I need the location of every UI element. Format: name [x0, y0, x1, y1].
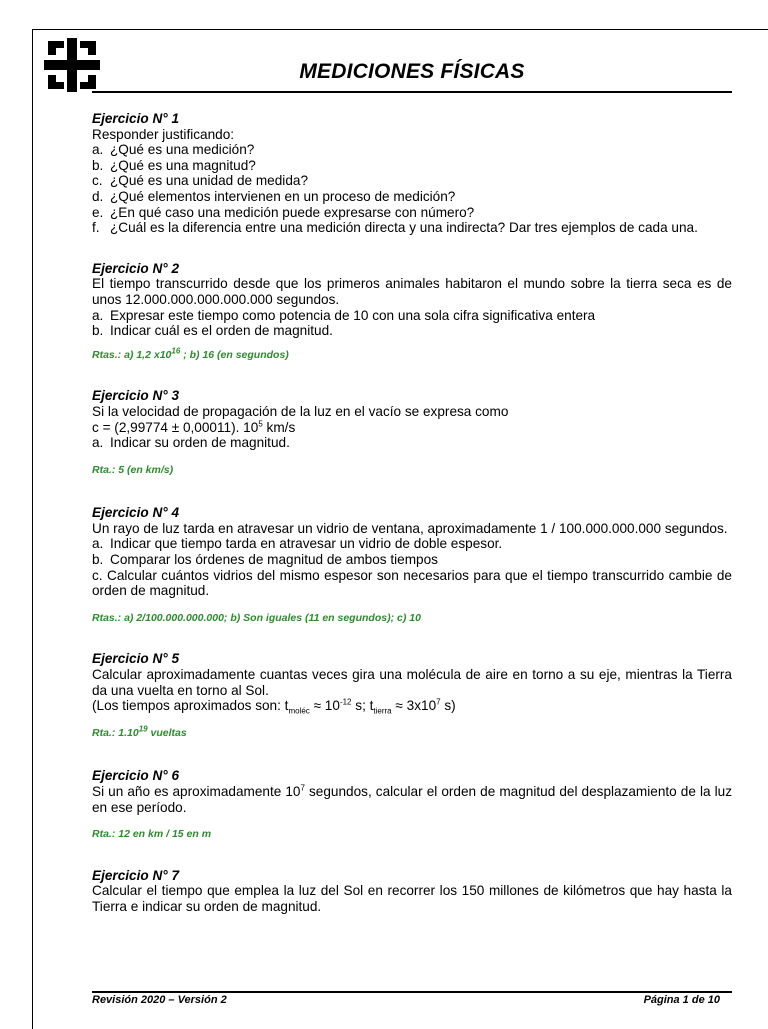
exercise-body: Si la velocidad de propagación de la luz en el vacío se expresa como [92, 403, 509, 419]
item-text: Comparar los órdenes de magnitud de ambos tiempos [110, 552, 438, 568]
item-label: d. [92, 188, 104, 204]
exercise-body: Un rayo de luz tarda en atravesar un vidrio de ventana, aproximadamente 1 / 100.000.000.000 segundos. [92, 520, 728, 536]
footer-page-number: Página 1 de 10 [643, 994, 720, 1006]
item-text: Indicar cuál es el orden de magnitud. [110, 323, 333, 339]
exercise-2 [92, 261, 732, 364]
page-title: MEDICIONES FÍSICAS [299, 60, 525, 83]
exercise-title: Ejercicio N° 5 [92, 651, 180, 667]
times-part: s; t [351, 698, 374, 714]
answer-text [92, 726, 732, 742]
item-text: Indicar su orden de magnitud. [110, 435, 290, 451]
exercise-times [92, 698, 732, 714]
exercise-body [92, 784, 732, 815]
exercise-body: Calcular el tiempo que emplea la luz del Sol en recorrer los 150 millones de kilómetros que hay hasta la Tierra e indicar su orden de magnitud. [92, 883, 732, 914]
answer-text: Rtas.: a) 2/100.000.000.000; b) Son iguales (11 en segundos); c) 10 [92, 611, 421, 624]
exercise-title: Ejercicio N° 3 [92, 388, 180, 404]
times-part: s) [440, 698, 456, 714]
exercise-4 [92, 505, 732, 626]
list-item [92, 142, 732, 158]
list-item [92, 189, 732, 205]
exercise-title: Ejercicio N° 7 [92, 867, 180, 883]
list-item [92, 308, 732, 324]
list-item [92, 552, 732, 568]
item-label: e. [92, 204, 104, 220]
item-text: Indicar que tiempo tarda en atravesar un vidrio de doble espesor. [110, 536, 503, 552]
exercise-body: El tiempo transcurrido desde que los primeros animales habitaron el mundo sobre la tierra seca es de unos 12.000.000.000.000.000 segundos. [92, 276, 732, 307]
item-text: Expresar este tiempo como potencia de 10 con una sola cifra significativa entera [110, 307, 596, 323]
item-text: ¿Cuál es la diferencia entre una medición directa y una indirecta? Dar tres ejemplos de cada una. [110, 220, 698, 236]
list-item [92, 536, 732, 552]
list-item [92, 323, 732, 339]
answer-part: ; b) 16 (en segundos) [180, 348, 289, 361]
answer-exponent: 16 [171, 346, 181, 356]
times-exponent: 7 [436, 697, 441, 707]
item-text: ¿Qué es una magnitud? [110, 157, 256, 173]
exercise-6 [92, 768, 732, 842]
item-label: f. [92, 220, 100, 236]
item-label: c. [92, 173, 103, 189]
formula-part: km/s [262, 419, 296, 435]
times-subscript: tierra [373, 706, 392, 716]
exercise-title: Ejercicio N° 6 [92, 768, 180, 784]
exercise-5 [92, 651, 732, 741]
list-item [92, 205, 732, 221]
item-label: a. [92, 142, 104, 158]
times-part: (Los tiempos aproximados son: t [92, 698, 289, 714]
exercise-content [92, 111, 732, 915]
header-divider [92, 91, 732, 93]
list-item [92, 220, 732, 236]
list-item: c. Calcular cuántos vidrios del mismo espesor son necesarios para que el tiempo transcurrido cambie de orden de magnitud. [92, 567, 732, 599]
item-text: ¿En qué caso una medición puede expresarse con número? [110, 204, 475, 220]
formula-part: c = (2,99774 ± 0,00011). 10 [92, 419, 259, 435]
body-exponent: 7 [300, 783, 305, 793]
exercise-1 [92, 111, 732, 236]
item-label: b. [92, 157, 104, 173]
list-item [92, 435, 732, 451]
exercise-body: Calcular aproximadamente cuantas veces gira una molécula de aire en torno a su eje, mientras la Tierra da una vuelta en torno al Sol. [92, 667, 732, 698]
item-text: ¿Qué es una unidad de medida? [110, 173, 309, 189]
item-text: ¿Qué es una medición? [110, 142, 255, 158]
exercise-title: Ejercicio N° 4 [92, 505, 180, 521]
times-part: ≈ 10 [309, 698, 340, 714]
answer-part: Rta.: 1.10 [92, 726, 139, 739]
times-subscript: moléc [288, 706, 310, 716]
item-label: a. [92, 435, 104, 451]
footer-revision: Revisión 2020 – Versión 2 [92, 994, 227, 1006]
item-label: b. [92, 552, 104, 568]
answer-text [92, 348, 732, 364]
item-label: b. [92, 323, 104, 339]
exercise-title: Ejercicio N° 1 [92, 111, 180, 126]
exercise-formula [92, 420, 732, 436]
exercise-intro: Responder justificando: [92, 126, 235, 142]
answer-part: vueltas [147, 726, 187, 739]
body-part: segundos, calcular el orden de magnitud del desplazamiento de la luz en ese período. [92, 784, 732, 815]
item-label: a. [92, 536, 104, 552]
answer-part: Rtas.: a) 1,2 x10 [92, 348, 172, 361]
exercise-7 [92, 868, 732, 915]
item-text: ¿Qué elementos intervienen en un proceso de medición? [110, 188, 456, 204]
body-part: Si un año es aproximadamente 10 [92, 784, 301, 799]
answer-text: Rta.: 12 en km / 15 en m [92, 828, 212, 841]
formula-exponent: 5 [258, 418, 263, 428]
answer-exponent: 19 [138, 724, 148, 734]
list-item [92, 173, 732, 189]
answer-text: Rta.: 5 (en km/s) [92, 463, 174, 476]
exercise-3 [92, 388, 732, 478]
item-label: a. [92, 307, 104, 323]
exercise-title: Ejercicio N° 2 [92, 260, 180, 276]
times-part: ≈ 3x10 [391, 698, 437, 714]
times-exponent: -12 [339, 697, 352, 707]
list-item [92, 158, 732, 174]
footer-divider [92, 991, 732, 993]
